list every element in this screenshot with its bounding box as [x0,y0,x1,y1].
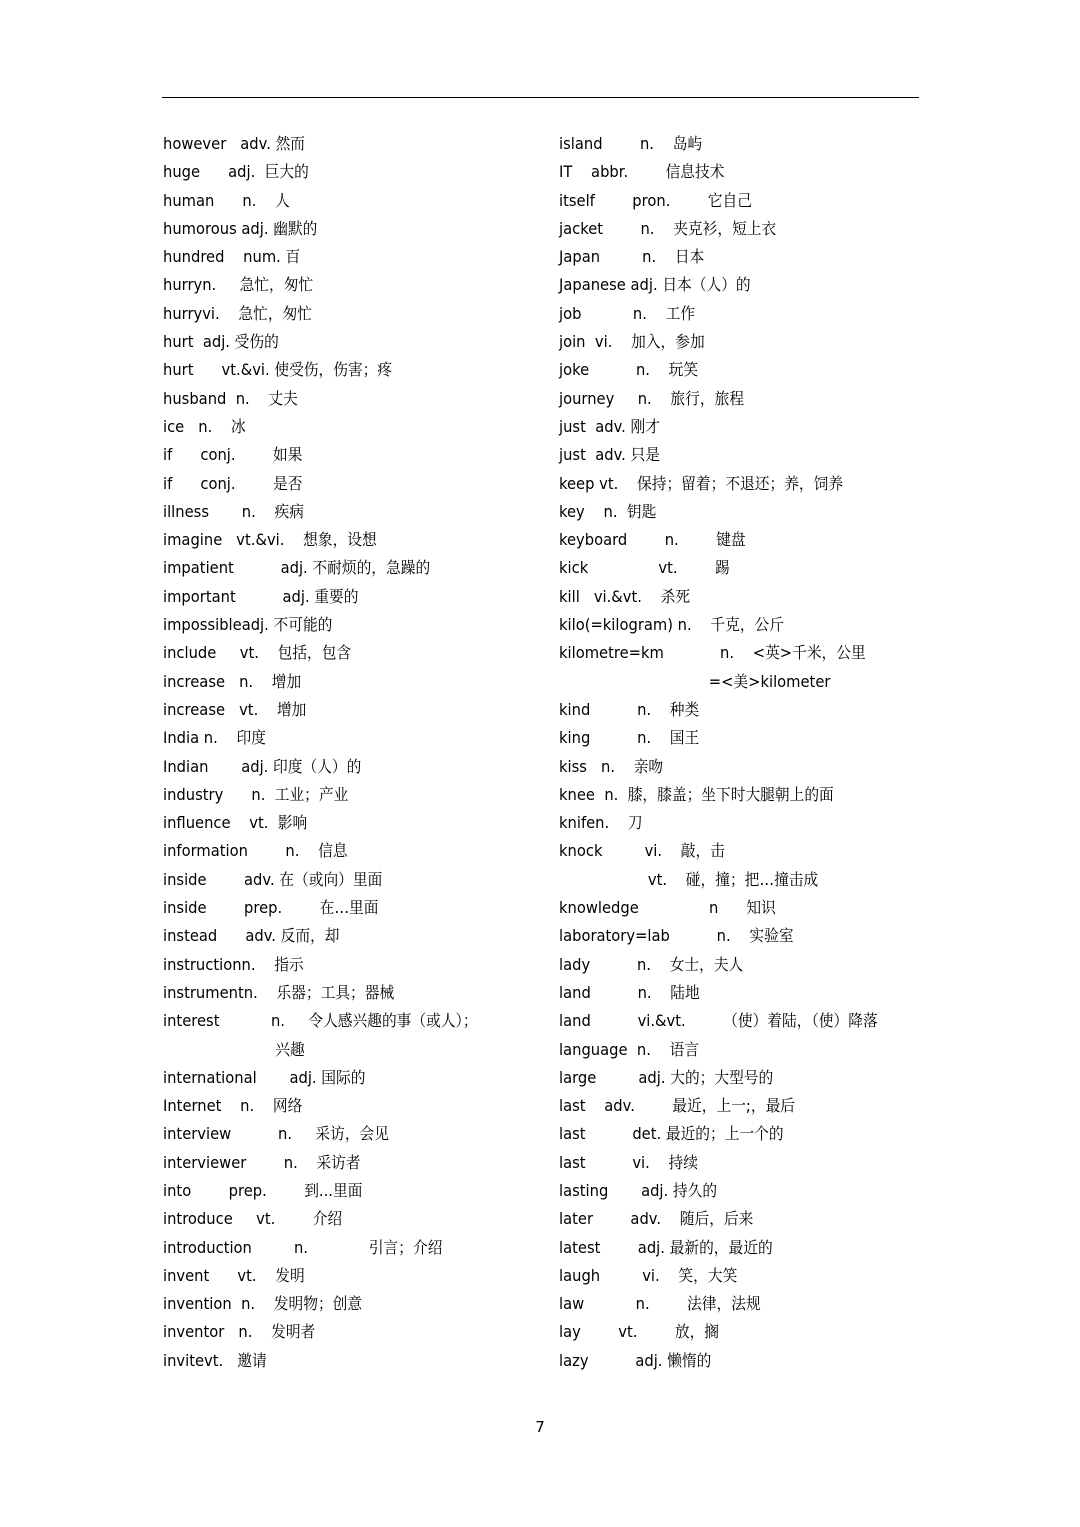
left-column [163,130,543,1375]
vocab-entry: last adv. 最近，上一;，最后 [559,1096,796,1116]
vocab-entry: India n. 印度 [163,728,266,748]
vocab-entry: instead adv. 反而，却 [163,926,340,946]
vocab-entry: husband n. 丈夫 [163,388,298,408]
vocab-entry: kiss n. 亲吻 [559,756,664,776]
vocab-entry: interview n. 采访，会见 [163,1124,390,1144]
vocab-entry: impatient adj. 不耐烦的，急躁的 [163,558,431,578]
vocab-entry: jacket n. 夹克衫，短上衣 [559,218,777,238]
vocab-entry: kind n. 种类 [559,699,700,719]
vocab-entry: kill vi.&vt. 杀死 [559,586,691,606]
vocab-entry: imagine vt.&vi. 想象，设想 [163,530,377,550]
vocab-entry: hurt vt.&vi. 使受伤，伤害；疼 [163,360,393,380]
vocab-entry: impossibleadj. 不可能的 [163,615,333,635]
vocab-entry: Indian adj. 印度（人）的 [163,756,362,776]
vocab-entry: important adj. 重要的 [163,586,359,606]
vocab-entry: influence vt. 影响 [163,813,308,833]
vocab-entry: hundred num. 百 [163,247,301,267]
vocab-entry: introduce vt. 介绍 [163,1209,343,1229]
vocab-entry: hurryn. 急忙，匆忙 [163,275,314,295]
right-column [559,130,929,1375]
vocab-entry: laugh vi. 笑，大笑 [559,1265,738,1285]
vocab-entry: knifen. 刀 [559,813,643,833]
vocab-entry: joke n. 玩笑 [559,360,699,380]
vocab-entry: inventor n. 发明者 [163,1322,316,1342]
vocab-entry: keyboard n. 键盘 [559,530,746,550]
vocab-entry: latest adj. 最新的，最近的 [559,1237,773,1257]
vocab-entry: knee n. 膝，膝盖；坐下时大腿朝上的面 [559,784,834,804]
vocab-entry: laboratory=lab n. 实验室 [559,926,794,946]
header-rule [162,97,919,98]
vocab-entry: kilometre=km n. <英>千米，公里 [559,643,866,663]
vocab-entry: however adv. 然而 [163,134,306,153]
vocab-entry: if conj. 是否 [163,473,303,493]
vocab-entry: 兴趣 [163,1039,305,1059]
vocab-entry: language n. 语言 [559,1039,700,1059]
vocab-entry: law n. 法律，法规 [559,1294,761,1314]
vocab-entry: inside adv. 在（或向）里面 [163,869,383,889]
vocab-entry: interviewer n. 采访者 [163,1152,361,1172]
vocab-entry: last vi. 持续 [559,1152,698,1172]
vocab-entry: last det. 最近的；上一个的 [559,1124,784,1144]
vocab-entry: illness n. 疾病 [163,501,304,521]
vocab-entry: =<美>kilometer [559,671,831,691]
vocab-entry: invitevt. 邀请 [163,1350,267,1370]
vocab-entry: interest n. 令人感兴趣的事（或人）； [163,1011,478,1031]
vocab-entry: key n. 钥匙 [559,501,657,521]
vocab-entry: human n. 人 [163,190,290,210]
vocab-entry: instructionn. 指示 [163,954,304,974]
vocab-entry: vt. 碰，撞；把…撞击成 [559,869,819,889]
vocab-entry: keep vt. 保持；留着；不退还；养，饲养 [559,473,844,493]
vocab-entry: join vi. 加入，参加 [559,332,705,352]
vocab-entry: just adv. 只是 [559,445,660,465]
vocab-entry: hurt adj. 受伤的 [163,332,279,352]
vocab-entry: later adv. 随后，后来 [559,1209,754,1229]
vocab-entry: itself pron. 它自己 [559,190,752,210]
vocab-entry: king n. 国王 [559,728,700,748]
vocab-entry: lazy adj. 懒惰的 [559,1350,712,1370]
vocab-entry: ice n. 冰 [163,416,246,436]
vocab-entry: land vi.&vt. （使）着陆，（使）降落 [559,1011,878,1031]
vocab-entry: if conj. 如果 [163,445,303,465]
vocab-entry: invent vt. 发明 [163,1265,305,1285]
vocab-entry: lay vt. 放，搁 [559,1322,720,1342]
vocab-entry: huge adj. 巨大的 [163,162,309,182]
vocab-entry: Japanese adj. 日本（人）的 [559,275,751,295]
vocab-entry: increase n. 增加 [163,671,302,691]
vocab-entry: information n. 信息 [163,841,348,861]
vocab-entry: include vt. 包括，包含 [163,643,352,663]
vocab-entry: introduction n. 引言；介绍 [163,1237,443,1257]
vocab-entry: knowledge n 知识 [559,898,776,918]
vocab-entry: just adv. 刚才 [559,416,660,436]
vocab-entry: land n. 陆地 [559,982,700,1002]
vocab-entry: kilo(=kilogram) n. 千克，公斤 [559,615,785,635]
vocab-entry: kick vt. 踢 [559,558,730,578]
vocab-entry: journey n. 旅行，旅程 [559,388,745,408]
vocab-entry: Internet n. 网络 [163,1096,303,1116]
vocab-entry: inside prep. 在…里面 [163,898,379,918]
vocab-entry: job n. 工作 [559,303,696,323]
vocab-entry: into prep. 到...里面 [163,1180,363,1200]
page-number: 7 [535,1418,545,1436]
vocab-entry: international adj. 国际的 [163,1067,366,1087]
vocab-entry: increase vt. 增加 [163,699,307,719]
vocab-entry: large adj. 大的；大型号的 [559,1067,774,1087]
vocab-entry: instrumentn. 乐器；工具；器械 [163,982,395,1002]
vocab-entry: Japan n. 日本 [559,247,705,267]
vocab-entry: industry n. 工业；产业 [163,784,349,804]
vocab-entry: invention n. 发明物；创意 [163,1294,363,1314]
vocab-entry: lasting adj. 持久的 [559,1180,718,1200]
vocab-entry: island n. 岛屿 [559,134,703,153]
vocab-entry: humorous adj. 幽默的 [163,218,318,238]
vocab-entry: lady n. 女士，夫人 [559,954,744,974]
vocab-entry: IT abbr. 信息技术 [559,162,725,182]
vocab-entry: knock vi. 敲，击 [559,841,725,861]
vocab-entry: hurryvi. 急忙，匆忙 [163,303,313,323]
